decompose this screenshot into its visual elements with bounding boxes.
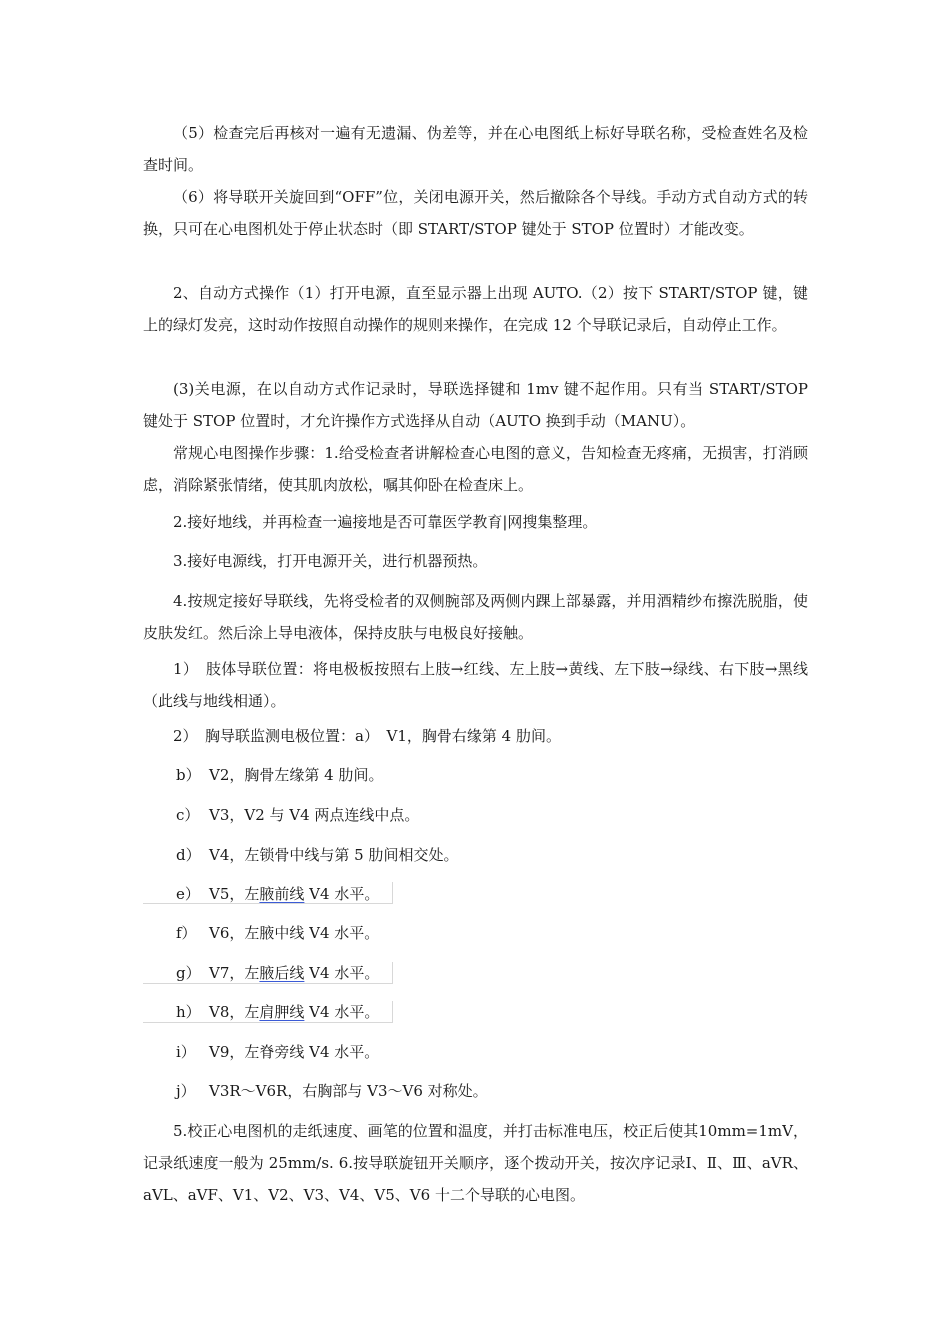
lead-item-e: e） V5，左腋前线 V4 水平。 [176,885,380,903]
lead-item-i: i） V9，左脊旁线 V4 水平。 [176,1043,380,1061]
paragraph-step-6: （6）将导联开关旋回到“OFF”位，关闭电源开关，然后撤除各个导线。手动方式自动方式的转换，只可在心电图机处于停止状态时（即 START/STOP 键处于 STOP 位置时）才能改变。 [143,188,808,238]
lead-item-b: b） V2，胸骨左缘第 4 肋间。 [176,766,384,784]
lead-item-f: f） V6，左腋中线 V4 水平。 [176,924,380,942]
paragraph-lead-connect: 4.按规定接好导联线，先将受检者的双侧腕部及两侧内踝上部暴露，并用酒精纱布擦洗脱脂，使皮肤发红。然后涂上导电液体，保持皮肤与电极良好接触。 [143,592,808,642]
underlined-term: 腋后线 [259,964,305,982]
paragraph-auto-mode: 2、自动方式操作（1）打开电源，直至显示器上出现 AUTO.（2）按下 START/STOP 键，键上的绿灯发亮，这时动作按照自动操作的规则来操作，在完成 12 个导联记录后，自动停止工作。 [143,284,808,334]
paragraph-ground-wire: 2.接好地线，并再检查一遍接地是否可靠医学教育|网搜集整理。 [173,513,598,531]
paragraph-limb-leads: 1） 肢体导联位置：将电极板按照右上肢→红线、左上肢→黄线、左下肢→绿线、右下肢→黑线（此线与地线相通）。 [143,660,808,710]
lead-item-d: d） V4，左锁骨中线与第 5 肋间相交处。 [176,846,459,864]
lead-item-j: j） V3R～V6R，右胸部与 V3～V6 对称处。 [176,1082,488,1100]
paragraph-chest-leads: 2） 胸导联监测电极位置：a） V1，胸骨右缘第 4 肋间。 [173,727,561,745]
lead-item-g: g） V7，左腋后线 V4 水平。 [176,964,380,982]
paragraph-step-5: （5）检查完后再核对一遍有无遗漏、伪差等，并在心电图纸上标好导联名称，受检查姓名及检查时间。 [143,124,808,174]
underlined-term: 腋前线 [259,885,305,903]
paragraph-calibration: 5.校正心电图机的走纸速度、画笔的位置和温度，并打击标准电压，校正后使其10mm=1mV，记录纸速度一般为 25mm/s. 6.按导联旋钮开关顺序，逐个拨动开关，按次序记录Ⅰ、Ⅱ、Ⅲ、aVR、aVL、aVF、V1、V2、V3、V4、V5、V6 十二个导联的心电图。 [143,1122,808,1204]
underlined-term: 肩胛线 [259,1003,305,1021]
paragraph-power-line: 3.接好电源线，打开电源开关，进行机器预热。 [173,552,488,570]
lead-item-c: c） V3，V2 与 V4 两点连线中点。 [176,806,420,824]
paragraph-routine-steps: 常规心电图操作步骤：1.给受检查者讲解检查心电图的意义，告知检查无疼痛，无损害，打消顾虑，消除紧张情绪，使其肌肉放松，嘱其仰卧在检查床上。 [143,444,808,494]
paragraph-power-off: (3)关电源，在以自动方式作记录时，导联选择键和 1mv 键不起作用。只有当 START/STOP 键处于 STOP 位置时，才允许操作方式选择从自动（AUTO 换到手动（MANU）。 [143,380,808,430]
lead-item-h: h） V8，左肩胛线 V4 水平。 [176,1003,380,1021]
